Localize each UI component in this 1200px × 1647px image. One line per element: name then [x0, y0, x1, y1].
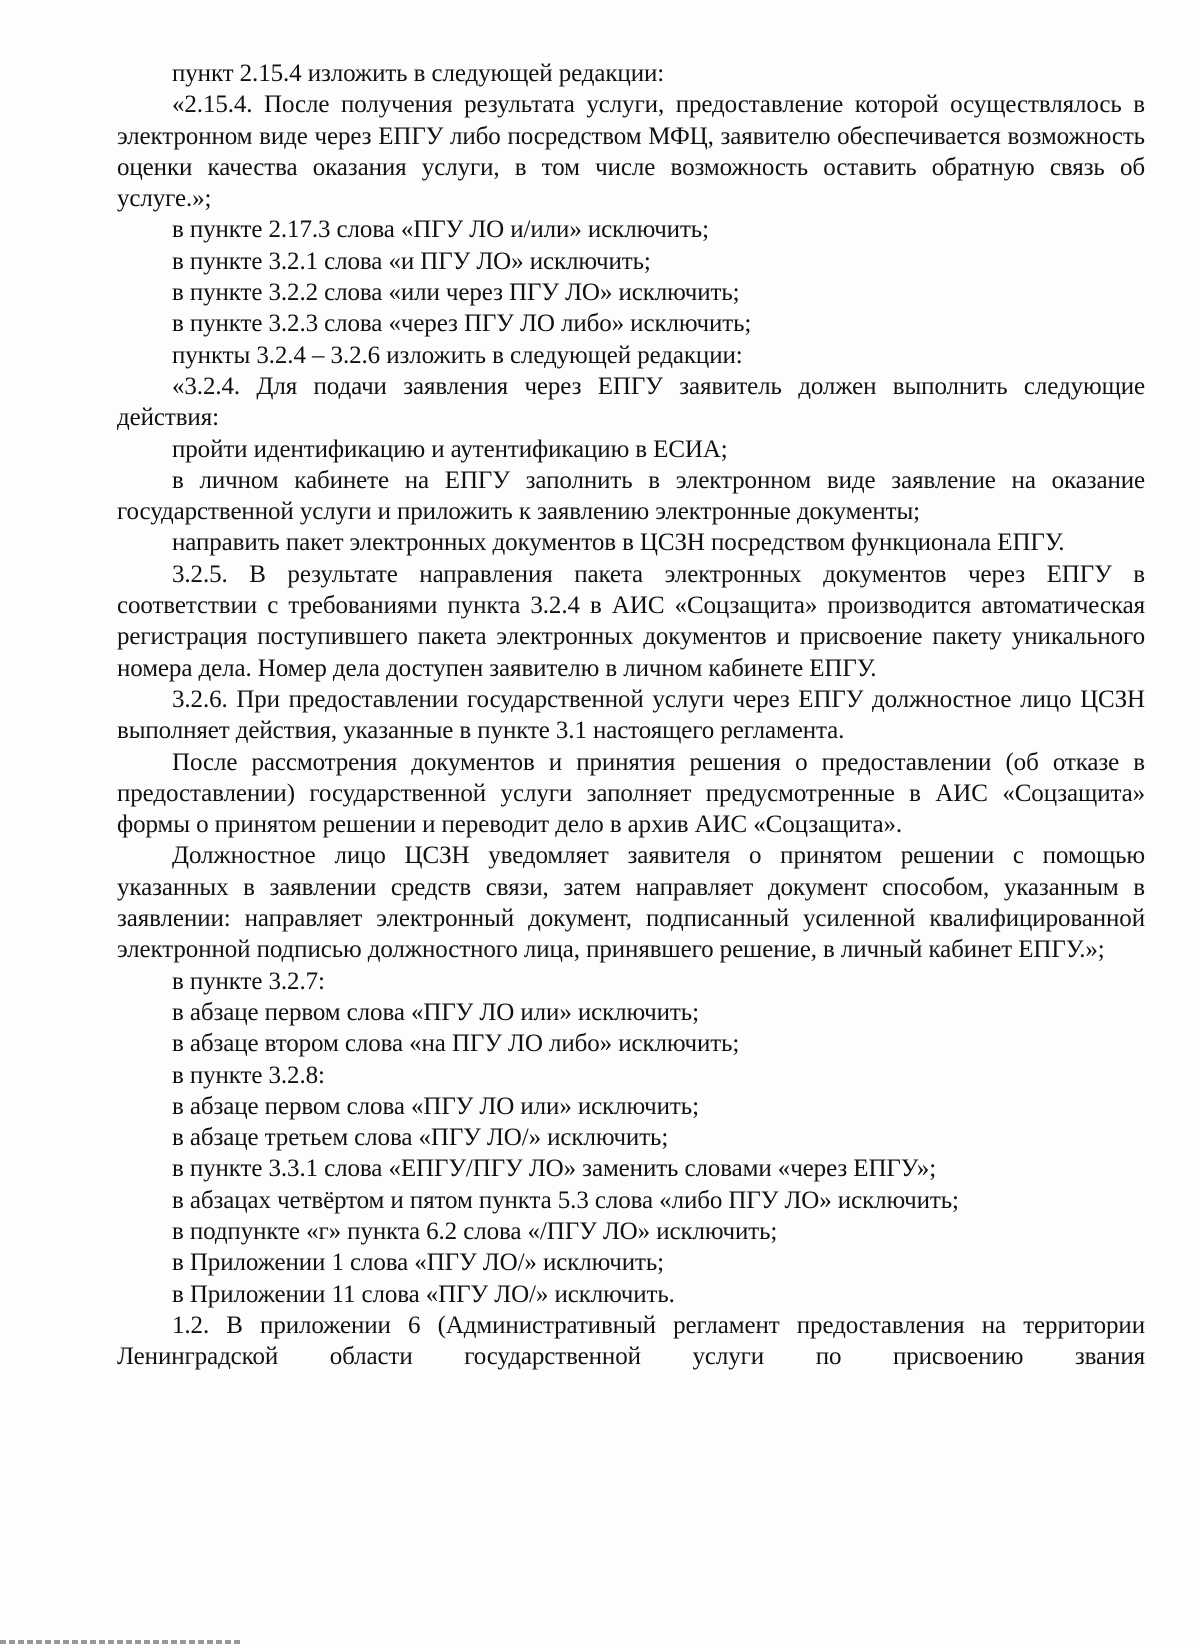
paragraph-official-notifies: Должностное лицо ЦСЗН уведомляет заявителя о принятом решении с помощью указанных в заявлении средств связи, затем направляет документ способом, указанным в заявлении: направляет электронный документ, подписанный усиленной квалифицированной электронной подписью должностного лица, принявшего решение, в личный кабинет ЕПГУ.»; — [117, 842, 1145, 964]
paragraph-3-2-8: в пункте 3.2.8: — [172, 1061, 325, 1089]
paragraph-appendix-11: в Приложении 11 слова «ПГУ ЛО/» исключить. — [172, 1280, 675, 1308]
paragraph-esia: пройти идентификацию и аутентификацию в ЕСИА; — [172, 435, 728, 463]
paragraph-3-2-2: в пункте 3.2.2 слова «или через ПГУ ЛО» исключить; — [172, 279, 740, 307]
paragraph-3-2-5: 3.2.5. В результате направления пакета электронных документов через ЕПГУ в соответствии с требованиями пункта 3.2.4 в АИС «Соцзащита» производится автоматическая регистрация поступившего пакета электронных документов и присвоение пакету уникального номера дела. Номер дела доступен заявителю в личном кабинете ЕПГУ. — [117, 560, 1145, 682]
paragraph-1-2: 1.2. В приложении 6 (Административный регламент предоставления на территории Ленинградской области государственной услуги по присвоению звания — [117, 1311, 1145, 1371]
paragraph-3-2-7-second: в абзаце втором слова «на ПГУ ЛО либо» исключить; — [172, 1030, 740, 1058]
paragraph-after-review: После рассмотрения документов и принятия решения о предоставлении (об отказе в предоставлении) государственной услуги заполняет предусмотренные в АИС «Соцзащита» формы о принятом решении и переводит дело в архив АИС «Соцзащита». — [117, 748, 1145, 839]
paragraph-appendix-1: в Приложении 1 слова «ПГУ ЛО/» исключить; — [172, 1249, 665, 1277]
paragraph-2-17-3: в пункте 2.17.3 слова «ПГУ ЛО и/или» исключить; — [172, 216, 709, 244]
scan-edge-artifact — [0, 1640, 240, 1644]
paragraph-3-2-4-6-intro: пункты 3.2.4 – 3.2.6 изложить в следующей редакции: — [172, 341, 743, 369]
paragraph-3-2-3: в пункте 3.2.3 слова «через ПГУ ЛО либо» исключить; — [172, 310, 752, 338]
paragraph-3-2-7-first: в абзаце первом слова «ПГУ ЛО или» исключить; — [172, 998, 699, 1026]
paragraph-3-3-1: в пункте 3.3.1 слова «ЕПГУ/ПГУ ЛО» заменить словами «через ЕПГУ»; — [172, 1155, 937, 1183]
paragraph-2-15-4-text: «2.15.4. После получения результата услуги, предоставление которой осуществлялось в электронном виде через ЕПГУ либо посредством МФЦ, заявителю обеспечивается возможность оценки качества оказания услуги, в том числе возможность оставить обратную связь об услуге.»; — [117, 91, 1145, 213]
paragraph-3-2-1: в пункте 3.2.1 слова «и ПГУ ЛО» исключить; — [172, 247, 651, 275]
paragraph-3-2-4: «3.2.4. Для подачи заявления через ЕПГУ заявитель должен выполнить следующие действия: — [117, 372, 1145, 432]
paragraph-3-2-8-first: в абзаце первом слова «ПГУ ЛО или» исключить; — [172, 1092, 699, 1120]
paragraph-3-2-8-third: в абзаце третьем слова «ПГУ ЛО/» исключить; — [172, 1124, 669, 1152]
paragraph-6-2: в подпункте «г» пункта 6.2 слова «/ПГУ ЛО» исключить; — [172, 1217, 778, 1245]
paragraph-2-15-4-intro: пункт 2.15.4 изложить в следующей редакции: — [172, 60, 665, 87]
document-body — [117, 58, 1145, 1372]
paragraph-3-2-6: 3.2.6. При предоставлении государственной услуги через ЕПГУ должностное лицо ЦСЗН выполняет действия, указанные в пункте 3.1 настоящего регламента. — [117, 685, 1145, 745]
paragraph-send-package: направить пакет электронных документов в ЦСЗН посредством функционала ЕПГУ. — [172, 529, 1065, 557]
paragraph-3-2-7: в пункте 3.2.7: — [172, 967, 325, 995]
paragraph-personal-cabinet: в личном кабинете на ЕПГУ заполнить в электронном виде заявление на оказание государственной услуги и приложить к заявлению электронные документы; — [117, 466, 1145, 526]
paragraph-5-3: в абзацах четвёртом и пятом пункта 5.3 слова «либо ПГУ ЛО» исключить; — [172, 1186, 959, 1214]
